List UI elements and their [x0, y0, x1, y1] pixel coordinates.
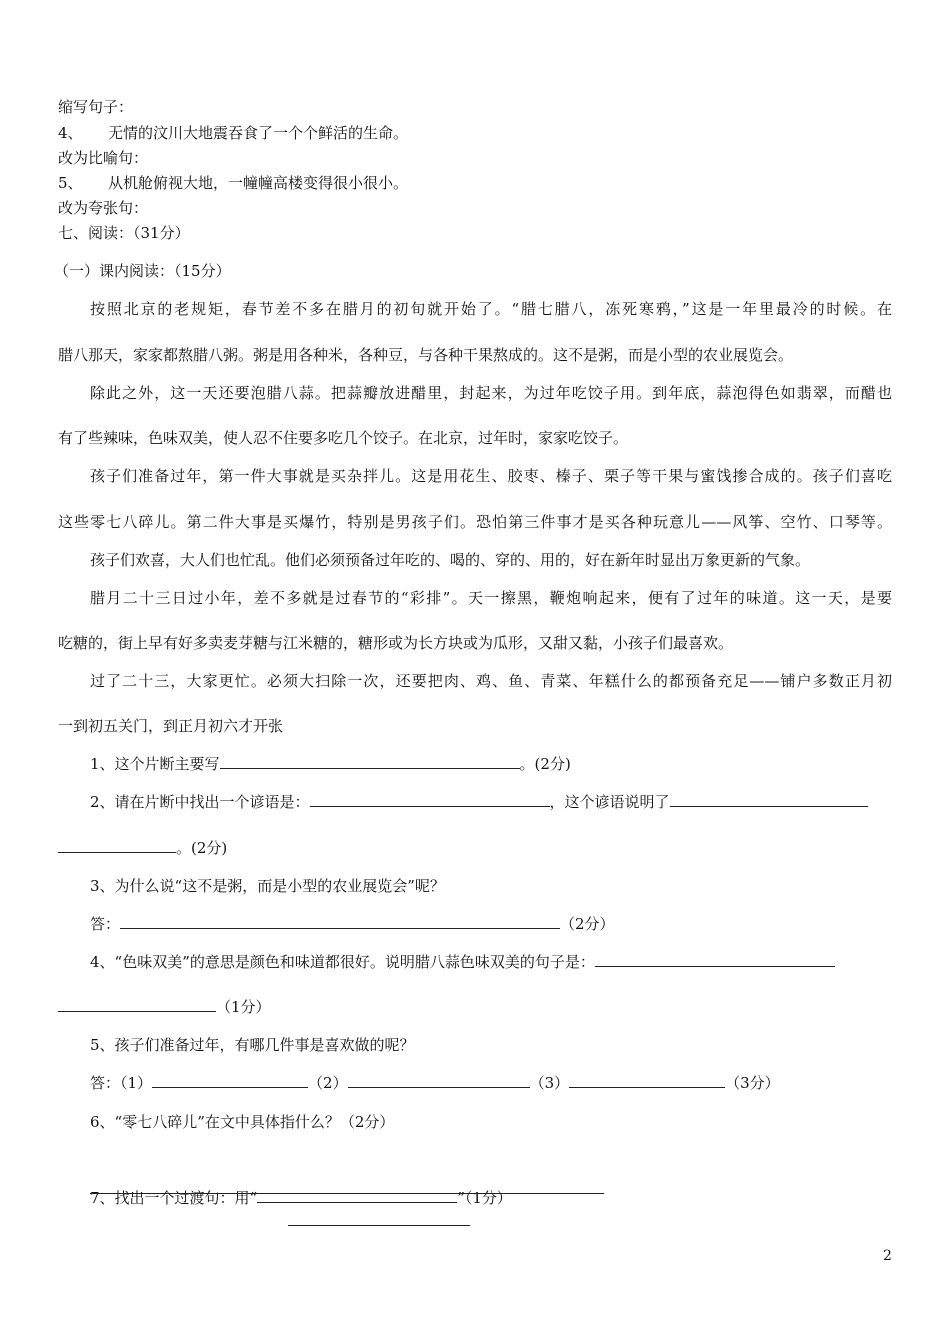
- answer-blank[interactable]: [670, 792, 868, 807]
- passage-line: 吃糖的，街上早有好多卖麦芽糖与江米糖的，糖形或为长方块或为瓜形，又甜又黏，小孩子们最喜欢。: [58, 634, 734, 652]
- answer-blank[interactable]: [120, 914, 560, 929]
- answer-blank[interactable]: [257, 1188, 457, 1203]
- answer-label-2: （2）: [308, 1074, 348, 1092]
- question-4-score: （1分）: [216, 998, 271, 1016]
- passage-line: 腊八那天，家家都熬腊八粥。粥是用各种米，各种豆，与各种干果熬成的。这不是粥，而是小型的农业展览会。: [58, 346, 794, 364]
- subsection-title: （一）课内阅读：（15分）: [54, 262, 231, 280]
- passage-line: 这些零七八碎儿。第二件大事是买爆竹，特别是男孩子们。恐怕第三件事才是买各种玩意儿——风筝、空竹、口琴等。: [58, 513, 892, 531]
- question-4: [90, 952, 835, 972]
- question-1-score: 。(2分): [519, 755, 571, 773]
- exercise-4-text: 无情的汶川大地震吞食了一个个鲜活的生命。: [108, 124, 409, 142]
- passage-line: 孩子们准备过年，第一件大事就是买杂拌儿。这是用花生、胶枣、榛子、栗子等干果与蜜饯掺合成的。孩子们喜吃: [90, 467, 892, 485]
- section-title: 七、阅读：（31分）: [58, 224, 190, 242]
- passage-line: 按照北京的老规矩，春节差不多在腊月的初旬就开始了。“腊七腊八，冻死寒鸦，”这是一年里最冷的时候。在: [90, 300, 892, 318]
- answer-blank[interactable]: [310, 792, 550, 807]
- answer-blank[interactable]: [595, 952, 835, 967]
- question-2-cont: [58, 838, 227, 858]
- passage-line: 有了些辣味，色味双美，使人忍不住要多吃几个饺子。在北京，过年时，家家吃饺子。: [58, 429, 629, 447]
- exercise-5-text: 从机舱俯视大地，一幢幢高楼变得很小很小。: [108, 174, 409, 192]
- question-7-score: ”（1分）: [457, 1189, 512, 1207]
- answer-label: 答：（1）: [90, 1074, 153, 1092]
- question-3-answer: [90, 914, 615, 934]
- question-6: 6、“零七八碎儿”在文中具体指什么？（2分）: [90, 1113, 395, 1131]
- answer-blank[interactable]: [152, 1073, 308, 1088]
- passage-line: 腊月二十三日过小年，差不多就是过春节的“彩排”。天一擦黑，鞭炮响起来，便有了过年的味道。这一天，是要: [90, 589, 892, 607]
- question-2-text-b: ，这个谚语说明了: [549, 793, 670, 811]
- passage-line: 一到初五关门，到正月初六才开张: [58, 717, 284, 735]
- answer-blank[interactable]: [220, 754, 520, 769]
- question-2-score: 。(2分): [176, 839, 228, 857]
- answer-blank[interactable]: [58, 997, 216, 1012]
- question-5-answer: [90, 1073, 780, 1093]
- instruction-exaggeration: 改为夸张句：: [58, 199, 149, 217]
- passage-line: 孩子们欢喜，大人们也忙乱。他们必须预备过年吃的、喝的、穿的、用的，好在新年时显出万象更新的气象。: [90, 551, 811, 569]
- question-3-score: （2分）: [560, 915, 615, 933]
- page-number: 2: [883, 1248, 892, 1264]
- answer-blank[interactable]: [288, 1225, 470, 1226]
- question-5: 5、孩子们准备过年，有哪几件事是喜欢做的呢？: [90, 1036, 415, 1054]
- exercise-5-number: 5、: [58, 174, 83, 192]
- strike-line: [90, 1193, 604, 1194]
- answer-blank[interactable]: [58, 838, 176, 853]
- answer-label: 答：: [90, 915, 121, 933]
- exercise-4: [58, 123, 408, 143]
- question-5-score: （3分）: [725, 1074, 780, 1092]
- question-2: [90, 792, 868, 812]
- exercise-5: [58, 173, 408, 193]
- passage-line: 过了二十三，大家更忙。必须大扫除一次，还要把肉、鸡、鱼、青菜、年糕什么的都预备充足——铺户多数正月初: [90, 672, 892, 690]
- question-1-text: 1、这个片断主要写: [90, 755, 220, 773]
- question-4-cont: [58, 997, 271, 1017]
- question-3: 3、为什么说“这不是粥，而是小型的农业展览会”呢？: [90, 877, 445, 895]
- answer-label-3: （3）: [529, 1074, 570, 1092]
- question-7-text: 7、找出一个过渡句：用“: [90, 1189, 258, 1207]
- answer-blank[interactable]: [569, 1073, 725, 1088]
- instruction-metaphor: 改为比喻句：: [58, 149, 149, 167]
- question-1: [90, 754, 571, 774]
- question-4-text: 4、“色味双美”的意思是颜色和味道都很好。说明腊八蒜色味双美的句子是：: [90, 953, 595, 971]
- instruction-condense: 缩写句子：: [58, 98, 134, 116]
- question-2-text: 2、请在片断中找出一个谚语是：: [90, 793, 310, 811]
- passage-line: 除此之外，这一天还要泡腊八蒜。把蒜瓣放进醋里，封起来，为过年吃饺子用。到年底，蒜泡得色如翡翠，而醋也: [90, 384, 892, 402]
- answer-blank[interactable]: [348, 1073, 530, 1088]
- exercise-4-number: 4、: [58, 124, 83, 142]
- question-7: [90, 1188, 512, 1208]
